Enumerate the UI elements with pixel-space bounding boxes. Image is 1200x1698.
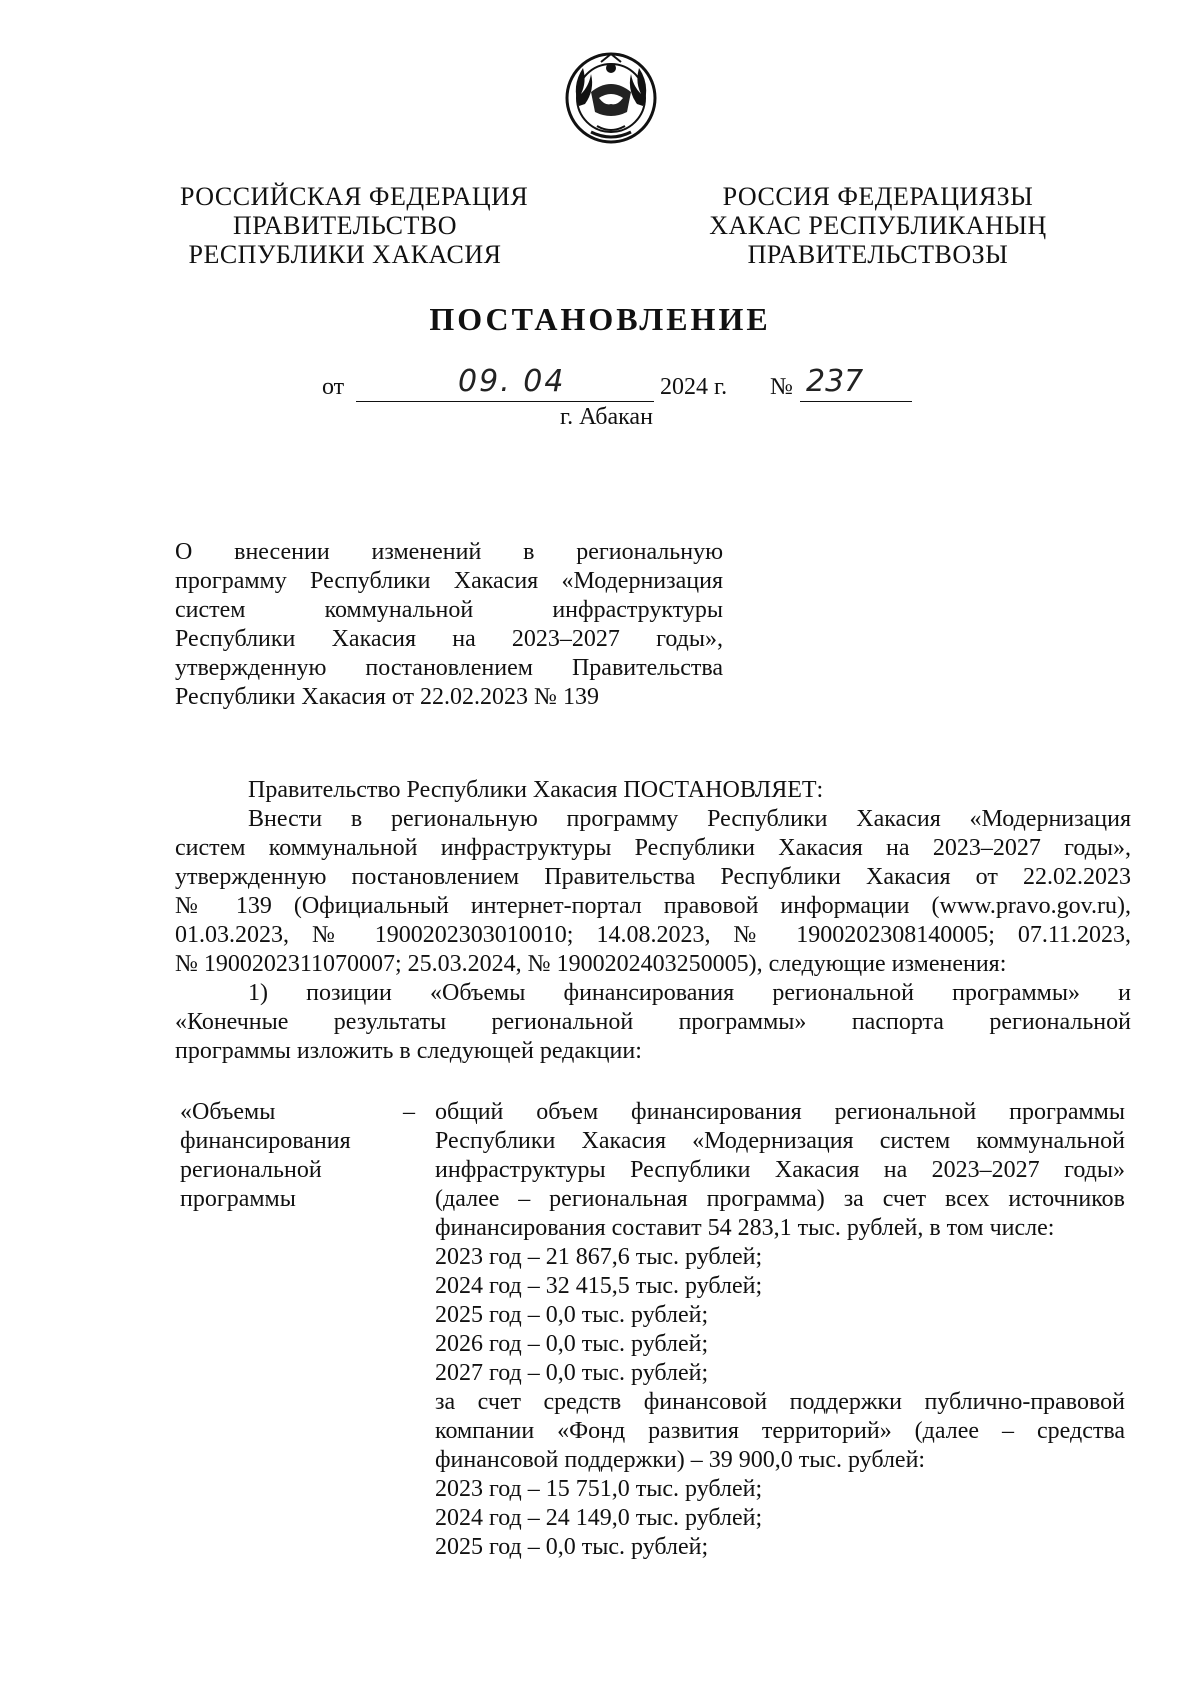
amendment-paragraph bbox=[175, 805, 1131, 979]
value-line: компании «Фонд развития территорий» (далее – средства bbox=[435, 1418, 1125, 1444]
subject-line: утвержденную постановлением Правительства bbox=[175, 655, 723, 681]
document-subject bbox=[175, 538, 723, 712]
value-line: за счет средств финансовой поддержки публично-правовой bbox=[435, 1389, 1125, 1415]
header-left-russian bbox=[180, 182, 529, 269]
passport-position-value bbox=[435, 1098, 1125, 1562]
subject-line: О внесении изменений в региональную bbox=[175, 539, 723, 565]
value-line: финансирования составит 54 283,1 тыс. рублей, в том числе: bbox=[435, 1215, 1055, 1241]
body-line: Внести в региональную программу Республики Хакасия «Модернизация bbox=[248, 806, 1131, 832]
subject-line: программу Республики Хакасия «Модернизация bbox=[175, 568, 723, 594]
body-line: 1) позиции «Объемы финансирования региональной программы» и bbox=[248, 980, 1131, 1006]
header-right-line: ПРАВИТЕЛЬСТВОЗЫ bbox=[747, 240, 1009, 269]
coat-of-arms-emblem bbox=[561, 46, 661, 150]
item-1-paragraph bbox=[175, 979, 1131, 1066]
body-line: утвержденную постановлением Правительства Республики Хакасия от 22.02.2023 bbox=[175, 864, 1131, 890]
year-amount: 2025 год – 0,0 тыс. рублей; bbox=[435, 1302, 709, 1328]
header-left-line: РОССИЙСКАЯ ФЕДЕРАЦИЯ bbox=[180, 182, 529, 211]
date-prefix: от bbox=[322, 374, 345, 400]
year-amount: 2025 год – 0,0 тыс. рублей; bbox=[435, 1534, 709, 1560]
year-amount: 2024 год – 32 415,5 тыс. рублей; bbox=[435, 1273, 763, 1299]
position-line: финансирования bbox=[180, 1128, 351, 1154]
date-underline bbox=[356, 401, 654, 402]
year-label: 2024 г. bbox=[660, 374, 728, 400]
header-left-line: ПРАВИТЕЛЬСТВО bbox=[233, 211, 457, 240]
handwritten-date: 09. 04 bbox=[458, 364, 566, 399]
value-line: Республики Хакасия «Модернизация систем коммунальной bbox=[435, 1128, 1125, 1154]
number-label: № bbox=[770, 374, 793, 400]
subject-line: систем коммунальной инфраструктуры bbox=[175, 597, 723, 623]
passport-dash: – bbox=[403, 1099, 415, 1125]
body-line: программы изложить в следующей редакции: bbox=[175, 1038, 642, 1064]
position-line: региональной bbox=[180, 1157, 322, 1183]
passport-position-name bbox=[180, 1098, 380, 1214]
value-line: (далее – региональная программа) за счет всех источников bbox=[435, 1186, 1125, 1212]
resolution-intro: Правительство Республики Хакасия ПОСТАНОВЛЯЕТ: bbox=[248, 777, 824, 803]
position-line: «Объемы bbox=[180, 1099, 276, 1125]
header-right-line: РОССИЯ ФЕДЕРАЦИЯЗЫ bbox=[722, 182, 1034, 211]
year-amount: 2024 год – 24 149,0 тыс. рублей; bbox=[435, 1505, 763, 1531]
header-right-khakas bbox=[708, 182, 1048, 269]
value-line: инфраструктуры Республики Хакасия на 2023–2027 годы» bbox=[435, 1157, 1125, 1183]
handwritten-number: 237 bbox=[806, 364, 864, 399]
body-line: «Конечные результаты региональной программы» паспорта региональной bbox=[175, 1009, 1131, 1035]
year-amount: 2023 год – 15 751,0 тыс. рублей; bbox=[435, 1476, 763, 1502]
city-label: г. Абакан bbox=[560, 404, 653, 430]
value-line: общий объем финансирования региональной программы bbox=[435, 1099, 1125, 1125]
subject-line: Республики Хакасия от 22.02.2023 № 139 bbox=[175, 684, 599, 710]
header-left-line: РЕСПУБЛИКИ ХАКАСИЯ bbox=[188, 240, 502, 269]
position-line: программы bbox=[180, 1186, 296, 1212]
body-line: 01.03.2023, № 1900202303010010; 14.08.2023, № 1900202308140005; 07.11.2023, bbox=[175, 922, 1131, 948]
document-body bbox=[175, 776, 1131, 1066]
year-amount: 2027 год – 0,0 тыс. рублей; bbox=[435, 1360, 709, 1386]
number-underline bbox=[800, 401, 912, 402]
year-amount: 2026 год – 0,0 тыс. рублей; bbox=[435, 1331, 709, 1357]
subject-line: Республики Хакасия на 2023–2027 годы», bbox=[175, 626, 723, 652]
body-line: № 139 (Официальный интернет-портал правовой информации (www.pravo.gov.ru), bbox=[175, 893, 1131, 919]
date-number-line bbox=[0, 364, 1200, 408]
body-line: № 1900202311070007; 25.03.2024, № 1900202403250005), следующие изменения: bbox=[175, 951, 1007, 977]
value-line: финансовой поддержки) – 39 900,0 тыс. рублей: bbox=[435, 1447, 926, 1473]
document-title: ПОСТАНОВЛЕНИЕ bbox=[429, 301, 771, 337]
year-amount: 2023 год – 21 867,6 тыс. рублей; bbox=[435, 1244, 763, 1270]
header-right-line: ХАКАС РЕСПУБЛИКАНЫҢ bbox=[709, 211, 1047, 240]
body-line: систем коммунальной инфраструктуры Республики Хакасия на 2023–2027 годы», bbox=[175, 835, 1131, 861]
